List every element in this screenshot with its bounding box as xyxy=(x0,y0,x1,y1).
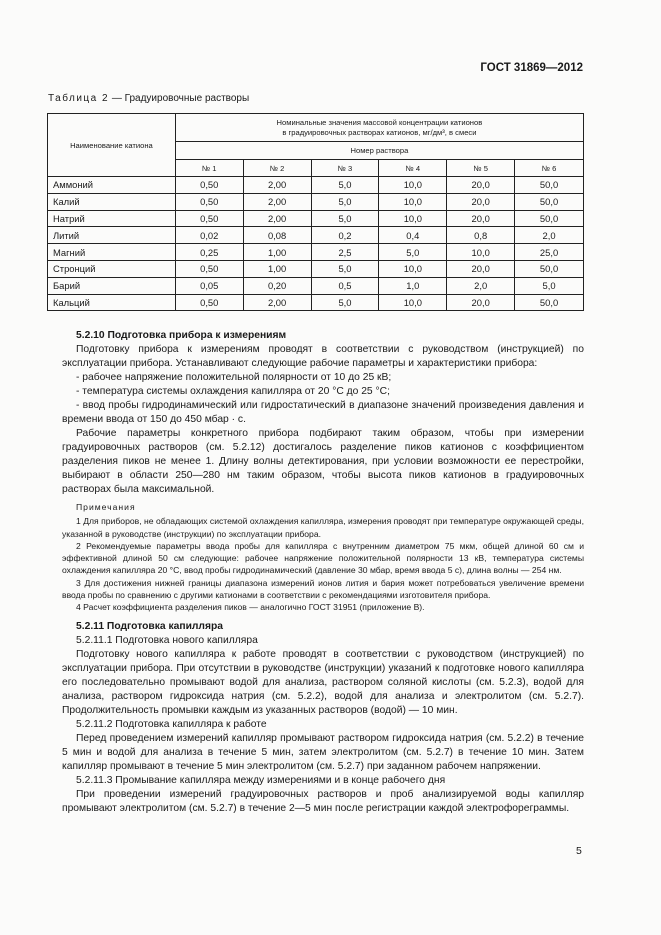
notes-title: Примечания xyxy=(76,502,136,512)
solution-number: № 5 xyxy=(447,160,515,177)
section-5-2-11-1-title: 5.2.11.1 Подготовка нового капилляра xyxy=(76,634,258,646)
concentration-cell: 20,0 xyxy=(447,294,515,311)
table-row xyxy=(48,244,584,261)
concentration-cell: 50,0 xyxy=(515,260,584,277)
table-caption xyxy=(48,93,249,104)
paragraph: Рабочие параметры конкретного прибора подбирают таким образом, чтобы при измерении градуировочных растворов (см. 5.2.12) достигалось разделение пиков катионов с коэффициентом разделения пиков не менее 1. Длину волны детектирования, при условии возможности ее перестройки, выбирают в области 250—280 нм таким образом, чтобы высота пиков катионов в градуировочных растворах была максимальной. xyxy=(62,428,584,495)
cation-name: Кальций xyxy=(48,294,176,311)
concentration-cell: 5,0 xyxy=(515,277,584,294)
solution-number: № 3 xyxy=(311,160,379,177)
section-5-2-11-3-title: 5.2.11.3 Промывание капилляра между измерениями и в конце рабочего дня xyxy=(76,774,446,786)
concentration-cell: 2,00 xyxy=(243,294,311,311)
paragraph: Подготовку нового капилляра к работе проводят в соответствии с руководством (инструкцией) по эксплуатации прибора. При отсутствии в руководстве (инструкции) указаний к подготовке нового капилляра его последовательно промывают водой для анализа, раствором соляной кислоты (см. 5.2.3), водой для анализа, раствором гидроксида натрия (см. 5.2.2), водой для анализа и электролитом (см. 5.2.7). Продолжительность промывки каждым из указанных растворов (водой) — 10 мин. xyxy=(62,648,584,716)
concentration-cell: 10,0 xyxy=(379,260,447,277)
table-row xyxy=(48,227,584,244)
concentration-cell: 50,0 xyxy=(515,193,584,210)
concentration-cell: 0,50 xyxy=(175,177,243,194)
cation-name: Литий xyxy=(48,227,176,244)
concentration-cell: 5,0 xyxy=(311,260,379,277)
body-text xyxy=(62,329,584,816)
concentration-cell: 2,00 xyxy=(243,210,311,227)
list-item: - температура системы охлаждения капилляра от 20 °С до 25 °С; xyxy=(76,386,390,397)
concentration-cell: 10,0 xyxy=(379,193,447,210)
list-item: - ввод пробы гидродинамический или гидростатический в диапазоне значений произведения давления и времени ввода от 150 до 450 мбар · с. xyxy=(62,400,584,425)
concentration-cell: 1,00 xyxy=(243,244,311,261)
cation-name: Магний xyxy=(48,244,176,261)
table-row xyxy=(48,177,584,194)
concentration-cell: 0,08 xyxy=(243,227,311,244)
table-row xyxy=(48,193,584,210)
concentration-cell: 0,02 xyxy=(175,227,243,244)
concentration-cell: 20,0 xyxy=(447,260,515,277)
concentration-cell: 5,0 xyxy=(311,177,379,194)
concentration-cell: 0,50 xyxy=(175,193,243,210)
concentration-cell: 20,0 xyxy=(447,210,515,227)
concentration-cell: 50,0 xyxy=(515,177,584,194)
paragraph: Перед проведением измерений капилляр промывают раствором гидроксида натрия (см. 5.2.2) в течение 5 мин и водой для анализа в течение 5 мин, затем электролитом (см. 5.2.7) в течение 10 мин. Затем капилляр промывают в течение 5 мин электролитом (см. 5.2.7) при заданном рабочем напряжении. xyxy=(62,732,584,772)
concentration-cell: 0,20 xyxy=(243,277,311,294)
concentration-cell: 0,05 xyxy=(175,277,243,294)
calibration-table xyxy=(47,113,584,311)
section-5-2-10-title: 5.2.10 Подготовка прибора к измерениям xyxy=(76,330,287,341)
col-header-concentration-line2: в градуировочных растворах катионов, мг/дм³, в смеси xyxy=(282,127,477,137)
cation-name: Натрий xyxy=(48,210,176,227)
concentration-cell: 0,4 xyxy=(379,227,447,244)
section-5-2-11-2-title: 5.2.11.2 Подготовка капилляра к работе xyxy=(76,718,267,730)
table-row xyxy=(48,294,584,311)
concentration-cell: 0,50 xyxy=(175,210,243,227)
concentration-cell: 10,0 xyxy=(447,244,515,261)
concentration-cell: 20,0 xyxy=(447,193,515,210)
concentration-cell: 10,0 xyxy=(379,177,447,194)
col-header-solution-number: Номер раствора xyxy=(175,142,583,160)
concentration-cell: 10,0 xyxy=(379,210,447,227)
solution-number: № 1 xyxy=(175,160,243,177)
concentration-cell: 50,0 xyxy=(515,294,584,311)
paragraph: Подготовку прибора к измерениям проводят в соответствии с руководством (инструкцией) по эксплуатации прибора. Устанавливают следующие рабочие параметры и характеристики прибора: xyxy=(62,344,584,369)
notes xyxy=(62,501,584,614)
concentration-cell: 2,00 xyxy=(243,177,311,194)
note-item: 4 Расчет коэффициента разделения пиков — аналогично ГОСТ 31951 (приложение В). xyxy=(76,602,425,613)
paragraph: При проведении измерений градуировочных растворов и проб анализируемой воды капилляр промывают электролитом (см. 5.2.7) в течение 2—5 мин после регистрации каждой электрофореграммы. xyxy=(62,788,584,814)
concentration-cell: 1,0 xyxy=(379,277,447,294)
concentration-cell: 0,8 xyxy=(447,227,515,244)
section-5-2-11-title: 5.2.11 Подготовка капилляра xyxy=(76,620,224,632)
note-item: 3 Для достижения нижней границы диапазона измерений ионов лития и бария может потребоваться увеличение времени ввода пробы по сравнению с другими катионами в соответствии с рекомендациями изготовителя прибора. xyxy=(62,577,584,601)
concentration-cell: 2,00 xyxy=(243,193,311,210)
table-caption-text: — Градуировочные растворы xyxy=(111,93,250,104)
concentration-cell: 2,5 xyxy=(311,244,379,261)
concentration-cell: 0,5 xyxy=(311,277,379,294)
concentration-cell: 0,50 xyxy=(175,260,243,277)
table-row xyxy=(48,210,584,227)
page-number: 5 xyxy=(576,845,582,857)
concentration-cell: 5,0 xyxy=(311,193,379,210)
concentration-cell: 0,25 xyxy=(175,244,243,261)
solution-number: № 2 xyxy=(243,160,311,177)
concentration-cell: 25,0 xyxy=(515,244,584,261)
concentration-cell: 0,2 xyxy=(311,227,379,244)
cation-name: Барий xyxy=(48,277,176,294)
concentration-cell: 5,0 xyxy=(311,294,379,311)
cation-name: Аммоний xyxy=(48,177,176,194)
concentration-cell: 20,0 xyxy=(447,177,515,194)
concentration-cell: 50,0 xyxy=(515,210,584,227)
note-item: 1 Для приборов, не обладающих системой охлаждения капилляра, измерения проводят при температуре окружающей среды, указанной в руководстве (инструкции) по эксплуатации прибора. xyxy=(62,516,584,539)
concentration-cell: 0,50 xyxy=(175,294,243,311)
concentration-cell: 1,00 xyxy=(243,260,311,277)
cation-name: Калий xyxy=(48,193,176,210)
solution-number: № 4 xyxy=(379,160,447,177)
table-row xyxy=(48,277,584,294)
list-item: - рабочее напряжение положительной полярности от 10 до 25 кВ; xyxy=(76,372,392,383)
col-header-concentration-line1: Номинальные значения массовой концентрации катионов xyxy=(276,117,483,127)
table-row xyxy=(48,260,584,277)
concentration-cell: 2,0 xyxy=(515,227,584,244)
cation-name: Стронций xyxy=(48,260,176,277)
concentration-cell: 10,0 xyxy=(379,294,447,311)
document-id: ГОСТ 31869—2012 xyxy=(480,62,583,74)
concentration-cell: 5,0 xyxy=(379,244,447,261)
concentration-cell: 2,0 xyxy=(447,277,515,294)
concentration-cell: 5,0 xyxy=(311,210,379,227)
col-header-cation-name: Наименование катиона xyxy=(48,114,176,177)
table-caption-label: Таблица 2 xyxy=(48,93,110,104)
solution-number: № 6 xyxy=(515,160,584,177)
col-header-concentration xyxy=(175,114,583,142)
note-item: 2 Рекомендуемые параметры ввода пробы для капилляра с внутренним диаметром 75 мкм, общей длиной 60 см и эффективной длиной 50 см следующие: рабочее напряжение положительной полярности 13 кВ, температура системы охлаждения капилляра 20 °С, ввод пробы гидродинамический (давление 30 мбар, время ввода 5 с), длина волны — 254 нм. xyxy=(62,540,584,576)
